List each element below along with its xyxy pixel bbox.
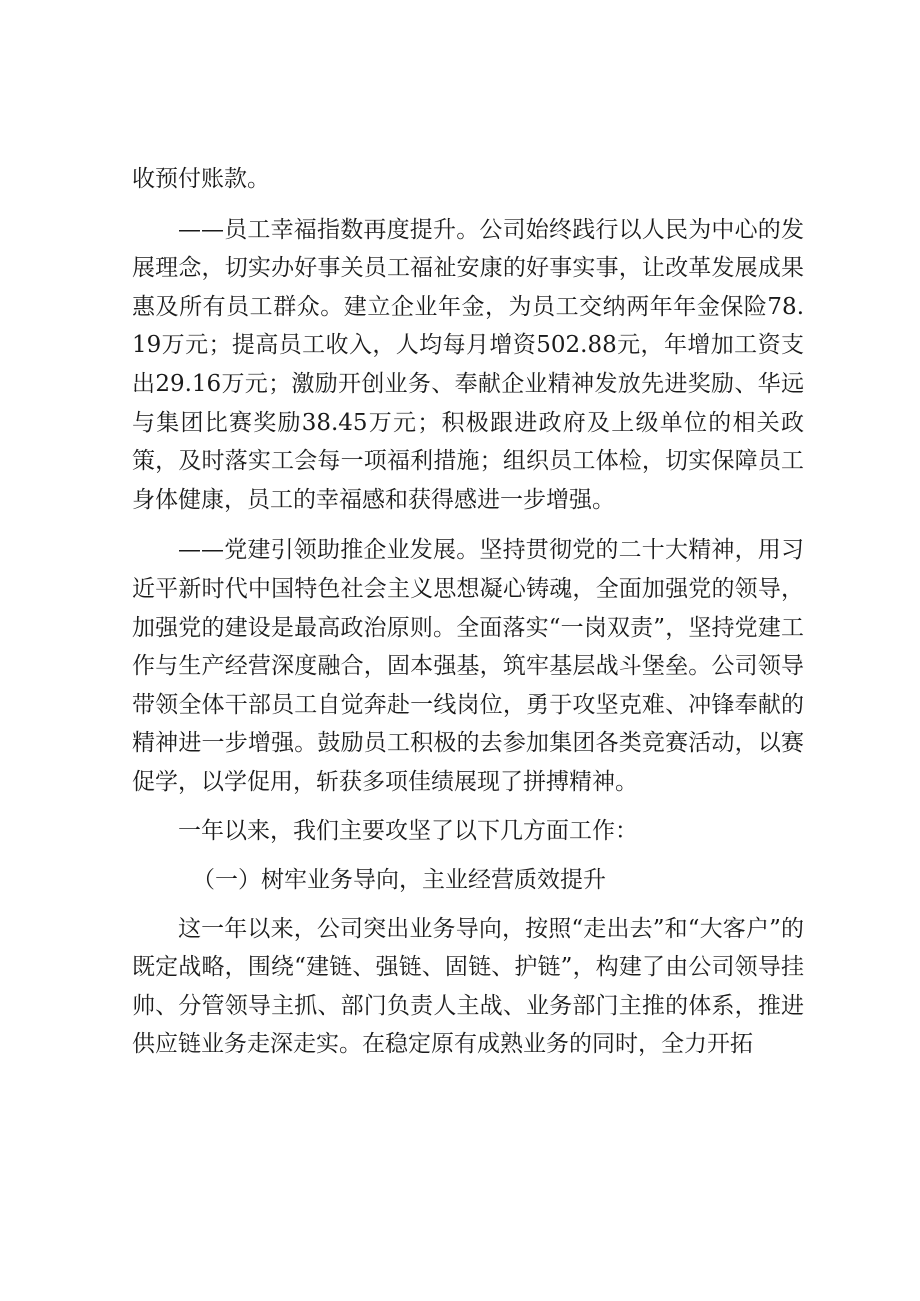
paragraph-party-building: ——党建引领助推企业发展。坚持贯彻党的二十大精神，用习近平新时代中国特色社会主义思想凝心铸魂，全面加强党的领导，加强党的建设是最高政治原则。全面落实“一岗双责”，坚持党建工作与生产经营深度融合，固本强基，筑牢基层战斗堡垒。公司领导带领全体干部员工自觉奔赴一线岗位，勇于攻坚克难、冲锋奉献的精神进一步增强。鼓励员工积极的去参加集团各类竞赛活动，以赛促学，以学促用，斩获多项佳绩展现了拼搏精神。 xyxy=(132,537,804,795)
section-heading-1: （一）树牢业务导向，主业经营质效提升 xyxy=(192,867,606,894)
document-body xyxy=(132,160,804,1064)
paragraph-business-orientation: 这一年以来，公司突出业务导向，按照“走出去”和“大客户”的既定战略，围绕“建链、强链、固链、护链”，构建了由公司领导挂帅、分管领导主抓、部门负责人主战、业务部门主推的体系，推进供应链业务走深走实。在稳定原有成熟业务的同时，全力开拓 xyxy=(132,915,804,1058)
paragraph-continuation: 收预付账款。 xyxy=(132,166,270,192)
paragraph-employee-happiness: ——员工幸福指数再度提升。公司始终践行以人民为中心的发展理念，切实办好事关员工福祉安康的好事实事，让改革发展成果惠及所有员工群众。建立企业年金，为员工交纳两年年金保险78.19万元；提高员工收入，人均每月增资502.88元，年增加工资支出29.16万元；激励开创业务、奉献企业精神发放先进奖励、华远与集团比赛奖励38.45万元；积极跟进政府及上级单位的相关政策，及时落实工会每一项福利措施；组织员工体检，切实保障员工身体健康，员工的幸福感和获得感进一步增强。 xyxy=(132,216,804,513)
paragraph-intro-work: 一年以来，我们主要攻坚了以下几方面工作： xyxy=(178,817,638,844)
